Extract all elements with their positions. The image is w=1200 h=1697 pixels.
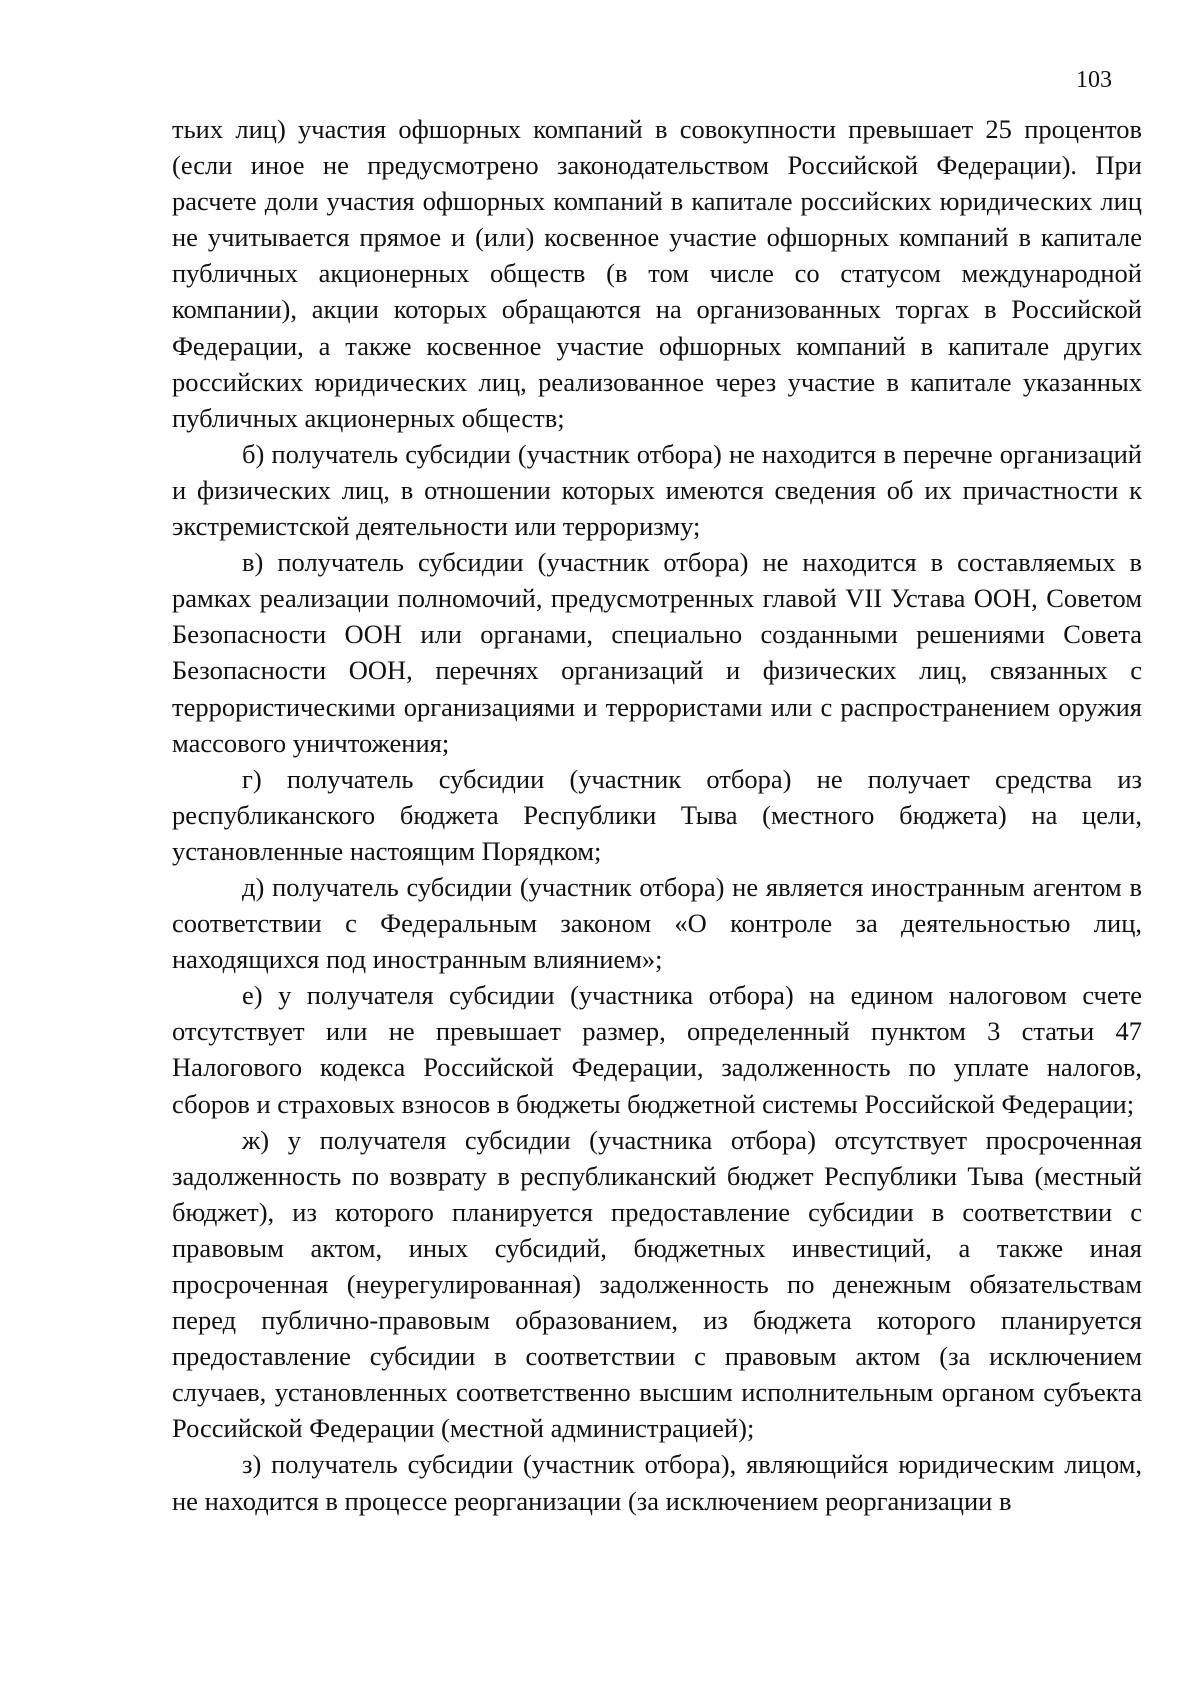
document-body — [172, 111, 1142, 1519]
paragraph-item-zh: ж) у получателя субсидии (участника отбора) отсутствует просроченная задолженность по возврату в республиканский бюджет Республики Тыва (местный бюджет), из которого планируется предоставление субсидии в соответствии с правовым актом, иных субсидий, бюджетных инвестиций, а также иная просроченная (неурегулированная) задолженность по денежным обязательствам перед публично-правовым образованием, из бюджета которого планируется предоставление субсидии в соответствии с правовым актом (за исключением случаев, установленных соответственно высшим исполнительным органом субъекта Российской Федерации (местной администрацией); — [172, 1124, 1142, 1444]
paragraph-item-v: в) получатель субсидии (участник отбора) не находится в составляемых в рамках реализации полномочий, предусмотренных главой VII Устава ООН, Советом Безопасности ООН или органами, специально созданными решениями Совета Безопасности ООН, перечнях организаций и физических лиц, связанных с террористическими организациями и террористами или с распространением оружия массового уничтожения; — [172, 547, 1142, 758]
paragraph-continuation: тьих лиц) участия офшорных компаний в совокупности превышает 25 процентов (если иное не предусмотрено законодательством Российской Федерации). При расчете доли участия офшорных компаний в капитале российских юридических лиц не учитывается прямое и (или) косвенное участие офшорных компаний в капитале публичных акционерных обществ (в том числе со статусом международной компании), акции которых обращаются на организованных торгах в Российской Федерации, а также косвенное участие офшорных компаний в капитале других российских юридических лиц, реализованное через участие в капитале указанных публичных акционерных обществ; — [172, 114, 1142, 433]
paragraph-item-b: б) получатель субсидии (участник отбора) не находится в перечне организаций и физических лиц, в отношении которых имеются сведения об их причастности к экстремистской деятельности или терроризму; — [172, 438, 1142, 542]
paragraph-item-d: д) получатель субсидии (участник отбора) не является иностранным агентом в соответствии с Федеральным законом «О контроле за деятельностью лиц, находящихся под иностранным влиянием»; — [172, 871, 1142, 975]
paragraph-item-g: г) получатель субсидии (участник отбора) не получает средства из республиканского бюджета Республики Тыва (местного бюджета) на цели, установленные настоящим Порядком; — [172, 763, 1142, 866]
paragraph-item-z: з) получатель субсидии (участник отбора), являющийся юридическим лицом, не находится в процессе реорганизации (за исключением реорганизации в — [172, 1449, 1142, 1516]
paragraph-item-e: е) у получателя субсидии (участника отбора) на едином налоговом счете отсутствует или не превышает размер, определенный пунктом 3 статьи 47 Налогового кодекса Российской Федерации, задолженность по уплате налогов, сборов и страховых взносов в бюджеты бюджетной системы Российской Федерации; — [172, 980, 1142, 1119]
page-number: 103 — [1076, 67, 1112, 93]
